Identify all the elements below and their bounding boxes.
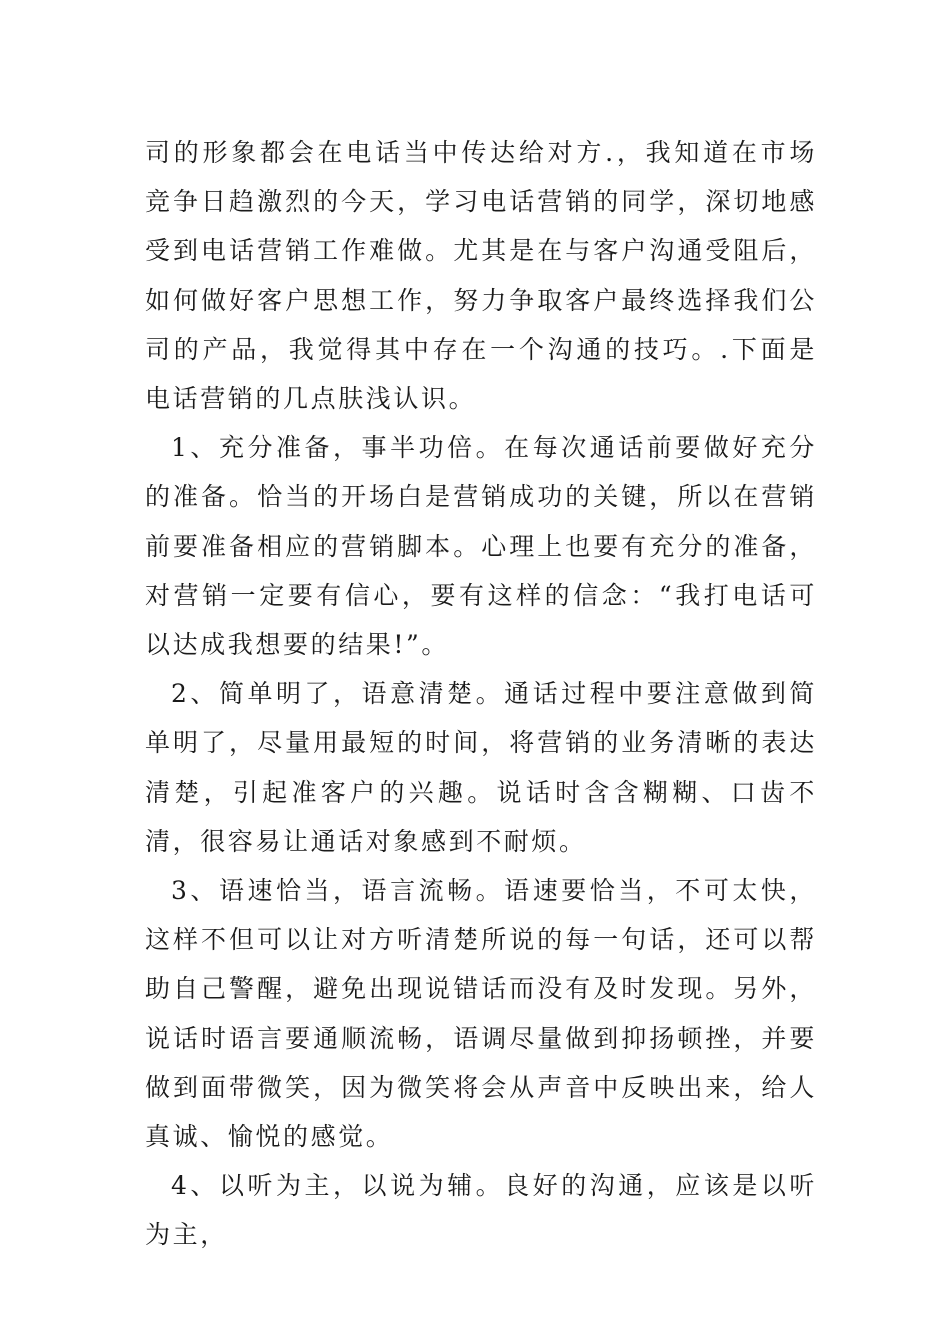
paragraph-point-2: 2、简单明了，语意清楚。通话过程中要注意做到简单明了，尽量用最短的时间，将营销的业务清晰的表达清楚，引起准客户的兴趣。说话时含含糊糊、口齿不清，很容易让通话对象感到不耐烦。: [145, 679, 817, 856]
paragraph-intro: 司的形象都会在电话当中传达给对方.，我知道在市场竞争日趋激烈的今天，学习电话营销的同学，深切地感受到电话营销工作难做。尤其是在与客户沟通受阻后，如何做好客户思想工作，努力争取客户最终选择我们公司的产品，我觉得其中存在一个沟通的技巧。.下面是电话营销的几点肤浅认识。: [145, 138, 817, 414]
document-body: [145, 128, 817, 1260]
paragraph-point-3: 3、语速恰当，语言流畅。语速要恰当，不可太快，这样不但可以让对方听清楚所说的每一句话，还可以帮助自己警醒，避免出现说错话而没有及时发现。另外，说话时语言要通顺流畅，语调尽量做到抑扬顿挫，并要做到面带微笑，因为微笑将会从声音中反映出来，给人真诚、愉悦的感觉。: [145, 876, 817, 1152]
paragraph-point-1: 1、充分准备，事半功倍。在每次通话前要做好充分的准备。恰当的开场白是营销成功的关键，所以在营销前要准备相应的营销脚本。心理上也要有充分的准备，对营销一定要有信心，要有这样的信念：“我打电话可以达成我想要的结果!”。: [145, 433, 817, 660]
paragraph-point-4: 4、以听为主，以说为辅。良好的沟通，应该是以听为主，: [145, 1171, 817, 1250]
